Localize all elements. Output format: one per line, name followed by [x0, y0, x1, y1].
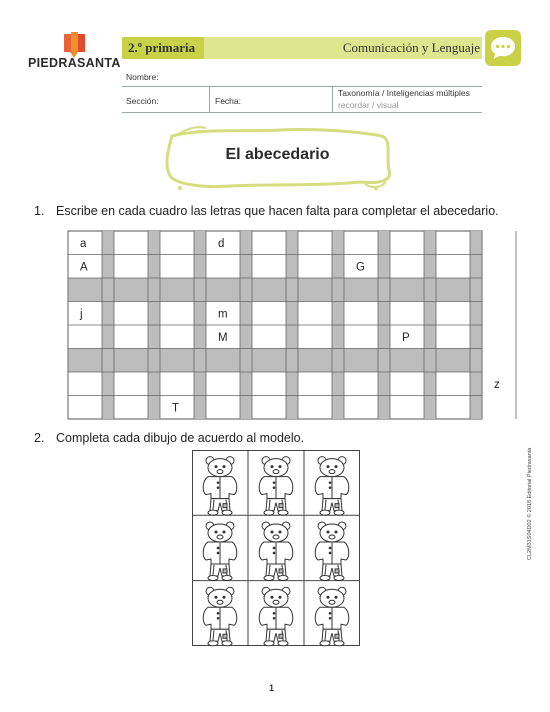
letter-cell[interactable] — [344, 372, 378, 396]
letter-cell[interactable] — [436, 231, 470, 255]
alphabet-grid — [68, 231, 500, 419]
letter-cell[interactable] — [252, 325, 286, 349]
letter-cell[interactable] — [252, 302, 286, 326]
taxonomy-values: recordar / visual — [338, 100, 399, 110]
grid-letter: G — [356, 261, 365, 274]
grid-row-separator — [68, 349, 482, 373]
letter-cell[interactable] — [482, 325, 516, 349]
field-divider — [209, 86, 210, 112]
letter-cell[interactable] — [436, 325, 470, 349]
letter-cell[interactable] — [114, 231, 148, 255]
letter-cell[interactable] — [160, 255, 194, 279]
letter-cell[interactable] — [436, 396, 470, 420]
letter-cell[interactable] — [390, 231, 424, 255]
bear-drawing-grid — [192, 450, 360, 646]
letter-cell[interactable] — [482, 396, 516, 420]
letter-cell[interactable] — [160, 231, 194, 255]
letter-cell[interactable] — [114, 255, 148, 279]
grid-letter: j — [80, 308, 83, 321]
letter-cell[interactable] — [436, 255, 470, 279]
letter-cell[interactable] — [160, 372, 194, 396]
question-number: 2. — [34, 431, 45, 445]
letter-cell[interactable] — [390, 396, 424, 420]
letter-cell[interactable] — [114, 325, 148, 349]
letter-cell[interactable] — [114, 372, 148, 396]
letter-cell[interactable] — [390, 302, 424, 326]
subject-label: Comunicación y Lenguaje — [342, 40, 480, 55]
letter-cell[interactable] — [68, 325, 102, 349]
grid-letter: A — [80, 261, 88, 274]
name-label: Nombre: — [126, 72, 159, 82]
letter-cell[interactable] — [390, 255, 424, 279]
letter-cell[interactable] — [298, 396, 332, 420]
letter-cell[interactable] — [252, 231, 286, 255]
grid-letter: d — [218, 237, 225, 250]
question-number: 1. — [34, 204, 45, 218]
grid-row-separator — [68, 278, 482, 302]
letter-cell[interactable] — [68, 372, 102, 396]
copyright-note: CL2M31S04D02 © 2018 Editorial Piedrasanta — [527, 447, 533, 560]
letter-cell[interactable] — [482, 302, 516, 326]
letter-cell[interactable] — [206, 372, 240, 396]
letter-cell[interactable] — [252, 396, 286, 420]
letter-cell[interactable] — [252, 255, 286, 279]
letter-cell[interactable] — [298, 231, 332, 255]
date-label: Fecha: — [215, 96, 241, 106]
grade-label: 2.º primaria — [128, 40, 196, 55]
letter-cell[interactable] — [160, 325, 194, 349]
field-divider — [332, 86, 333, 112]
letter-cell[interactable] — [298, 325, 332, 349]
letter-cell[interactable] — [482, 255, 516, 279]
letter-cell[interactable] — [344, 396, 378, 420]
letter-cell[interactable] — [482, 231, 516, 255]
letter-cell[interactable] — [114, 302, 148, 326]
letter-cell[interactable] — [436, 372, 470, 396]
letter-cell[interactable] — [206, 255, 240, 279]
grid-letter: P — [402, 331, 410, 344]
letter-cell[interactable] — [114, 396, 148, 420]
grid-letter: T — [172, 402, 180, 415]
letter-cell[interactable] — [344, 231, 378, 255]
letter-cell[interactable] — [390, 372, 424, 396]
letter-cell[interactable] — [160, 302, 194, 326]
page-title: El abecedario — [225, 146, 330, 163]
letter-cell[interactable] — [436, 302, 470, 326]
brand-name: PIEDRASANTA — [28, 56, 121, 70]
letter-cell[interactable] — [298, 302, 332, 326]
grid-letter: a — [80, 237, 87, 250]
speech-bubble-icon — [484, 29, 522, 67]
grid-letter: m — [218, 308, 228, 321]
question-text: Escribe en cada cuadro las letras que hacen falta para completar el abecedario. — [56, 204, 499, 218]
grid-letter: z — [494, 378, 500, 391]
section-label: Sección: — [126, 96, 159, 106]
letter-cell[interactable] — [68, 302, 102, 326]
question-text: Completa cada dibujo de acuerdo al modelo. — [56, 431, 305, 445]
letter-cell[interactable] — [206, 396, 240, 420]
grid-letter: M — [218, 331, 228, 344]
letter-cell[interactable] — [344, 325, 378, 349]
page-number: 1 — [269, 683, 275, 693]
letter-cell[interactable] — [298, 255, 332, 279]
taxonomy-label: Taxonomía / Inteligencias múltiples — [338, 88, 470, 98]
name-line[interactable] — [122, 86, 482, 87]
letter-cell[interactable] — [252, 372, 286, 396]
letter-cell[interactable] — [68, 396, 102, 420]
section-line — [122, 112, 482, 113]
letter-cell[interactable] — [298, 372, 332, 396]
letter-cell[interactable] — [344, 302, 378, 326]
